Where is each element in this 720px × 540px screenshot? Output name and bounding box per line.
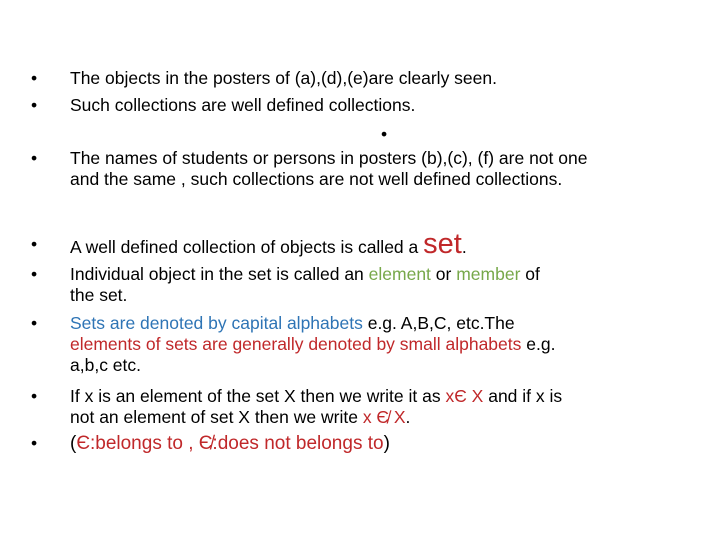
set-def-text: A well defined collection of objects is called a bbox=[70, 237, 424, 257]
membership-text: If x is an element of the set X then we write it as bbox=[70, 386, 446, 406]
text-line: Such collections are well defined collections. bbox=[70, 95, 416, 115]
text-line: the set. bbox=[70, 285, 128, 305]
element-def-text: Individual object in the set is called an bbox=[70, 264, 369, 284]
paren-open: ( bbox=[70, 433, 77, 454]
bullet: • bbox=[31, 68, 38, 88]
member-term: member bbox=[456, 264, 521, 284]
membership-paragraph bbox=[70, 386, 670, 428]
element-term: element bbox=[368, 264, 431, 284]
element-def-or: or bbox=[430, 264, 457, 284]
text-line: a,b,c etc. bbox=[70, 355, 142, 375]
symbol-legend bbox=[70, 433, 670, 454]
membership-text: and if x is bbox=[483, 386, 563, 406]
notation-paragraph bbox=[70, 313, 670, 376]
bullet: • bbox=[31, 386, 38, 406]
text-line: and the same , such collections are not well defined collections. bbox=[70, 169, 563, 189]
belongs-notation: xЄ X bbox=[445, 386, 484, 406]
set-definition bbox=[70, 228, 670, 260]
notation-red-text: elements of sets are generally denoted by small alphabets bbox=[70, 334, 522, 354]
text-line: The names of students or persons in posters (b),(c), (f) are not one bbox=[70, 148, 588, 168]
bullet: • bbox=[31, 95, 38, 115]
not-belongs-notation: x Є̸ X bbox=[362, 407, 406, 427]
notation-example: e.g. A,B,C, etc.The bbox=[362, 313, 515, 333]
stray-bullet: • bbox=[381, 124, 388, 144]
notation-blue-text: Sets are denoted by capital alphabets bbox=[70, 313, 363, 333]
notation-eg: e.g. bbox=[521, 334, 556, 354]
symbol-definitions: Є:belongs to , Є̸:does not belongs to bbox=[76, 433, 384, 454]
bullet: • bbox=[31, 148, 38, 168]
bullet: • bbox=[31, 234, 38, 254]
text-paragraph bbox=[70, 148, 670, 190]
element-definition bbox=[70, 264, 670, 306]
membership-period: . bbox=[405, 407, 411, 427]
element-def-of: of bbox=[520, 264, 540, 284]
set-term: set bbox=[423, 228, 462, 260]
text-line: The objects in the posters of (a),(d),(e)are clearly seen. bbox=[70, 68, 497, 88]
bullet: • bbox=[31, 433, 38, 453]
membership-text: not an element of set X then we write bbox=[70, 407, 363, 427]
bullet: • bbox=[31, 313, 38, 333]
paren-close: ) bbox=[383, 433, 390, 454]
set-def-period: . bbox=[461, 237, 467, 257]
bullet: • bbox=[31, 264, 38, 284]
